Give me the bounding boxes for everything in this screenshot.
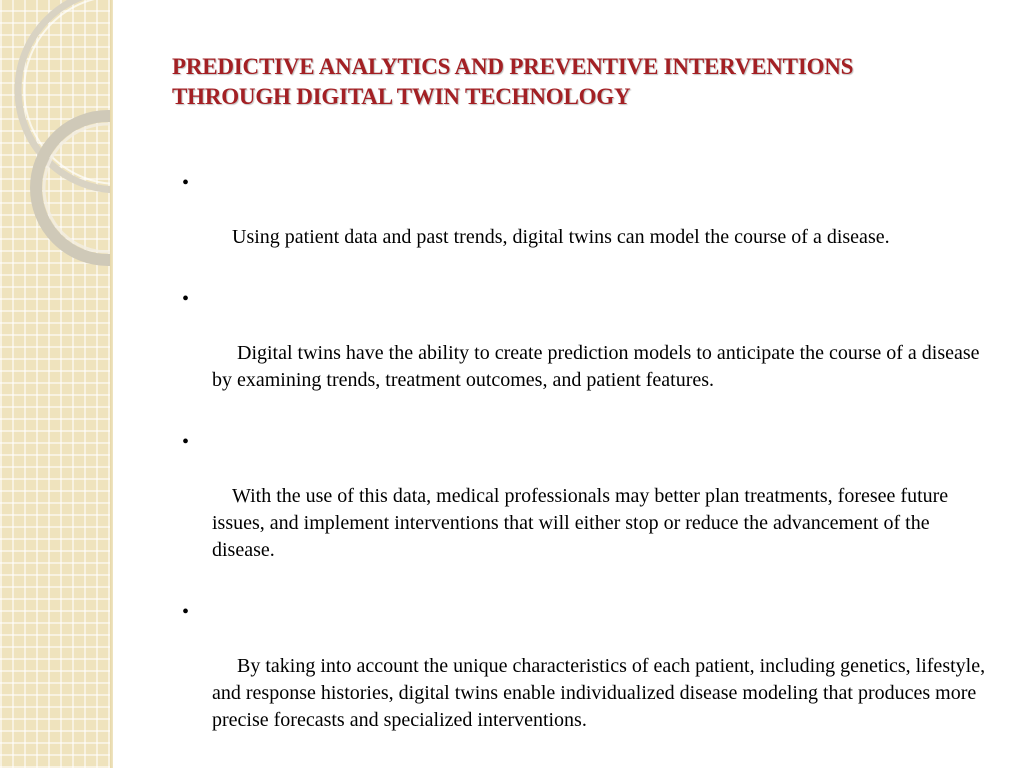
bullet-item <box>180 286 995 421</box>
side-panel-edge <box>110 0 113 768</box>
bullet-item <box>180 599 995 761</box>
bullet-item <box>180 429 995 591</box>
bullet-list <box>180 170 995 769</box>
bullet-dot-icon: • <box>182 172 190 194</box>
bullet-dot-icon: • <box>182 288 190 310</box>
bullet-dot-icon: • <box>182 431 190 453</box>
bullet-text: By taking into account the unique characteristics of each patient, including genetics, lifestyle, and response histories, digital twins enable individualized disease modeling that produces more precise forecasts and specialized interventions. <box>212 655 991 731</box>
slide-title: PREDICTIVE ANALYTICS AND PREVENTIVE INTERVENTIONS THROUGH DIGITAL TWIN TECHNOLOGY <box>172 54 854 109</box>
bullet-dot-icon: • <box>182 601 190 623</box>
bullet-text: With the use of this data, medical professionals may better plan treatments, foresee future issues, and implement interventions that will either stop or reduce the advancement of the disease. <box>212 485 954 561</box>
bullet-text: Digital twins have the ability to create prediction models to anticipate the course of a disease by examining trends, treatment outcomes, and patient features. <box>212 342 985 391</box>
decorative-rings <box>0 0 113 768</box>
decorative-side-panel <box>0 0 113 768</box>
bullet-item <box>180 170 995 278</box>
decorative-ring-large <box>18 0 113 190</box>
bullet-text: Using patient data and past trends, digital twins can model the course of a disease. <box>232 226 890 248</box>
